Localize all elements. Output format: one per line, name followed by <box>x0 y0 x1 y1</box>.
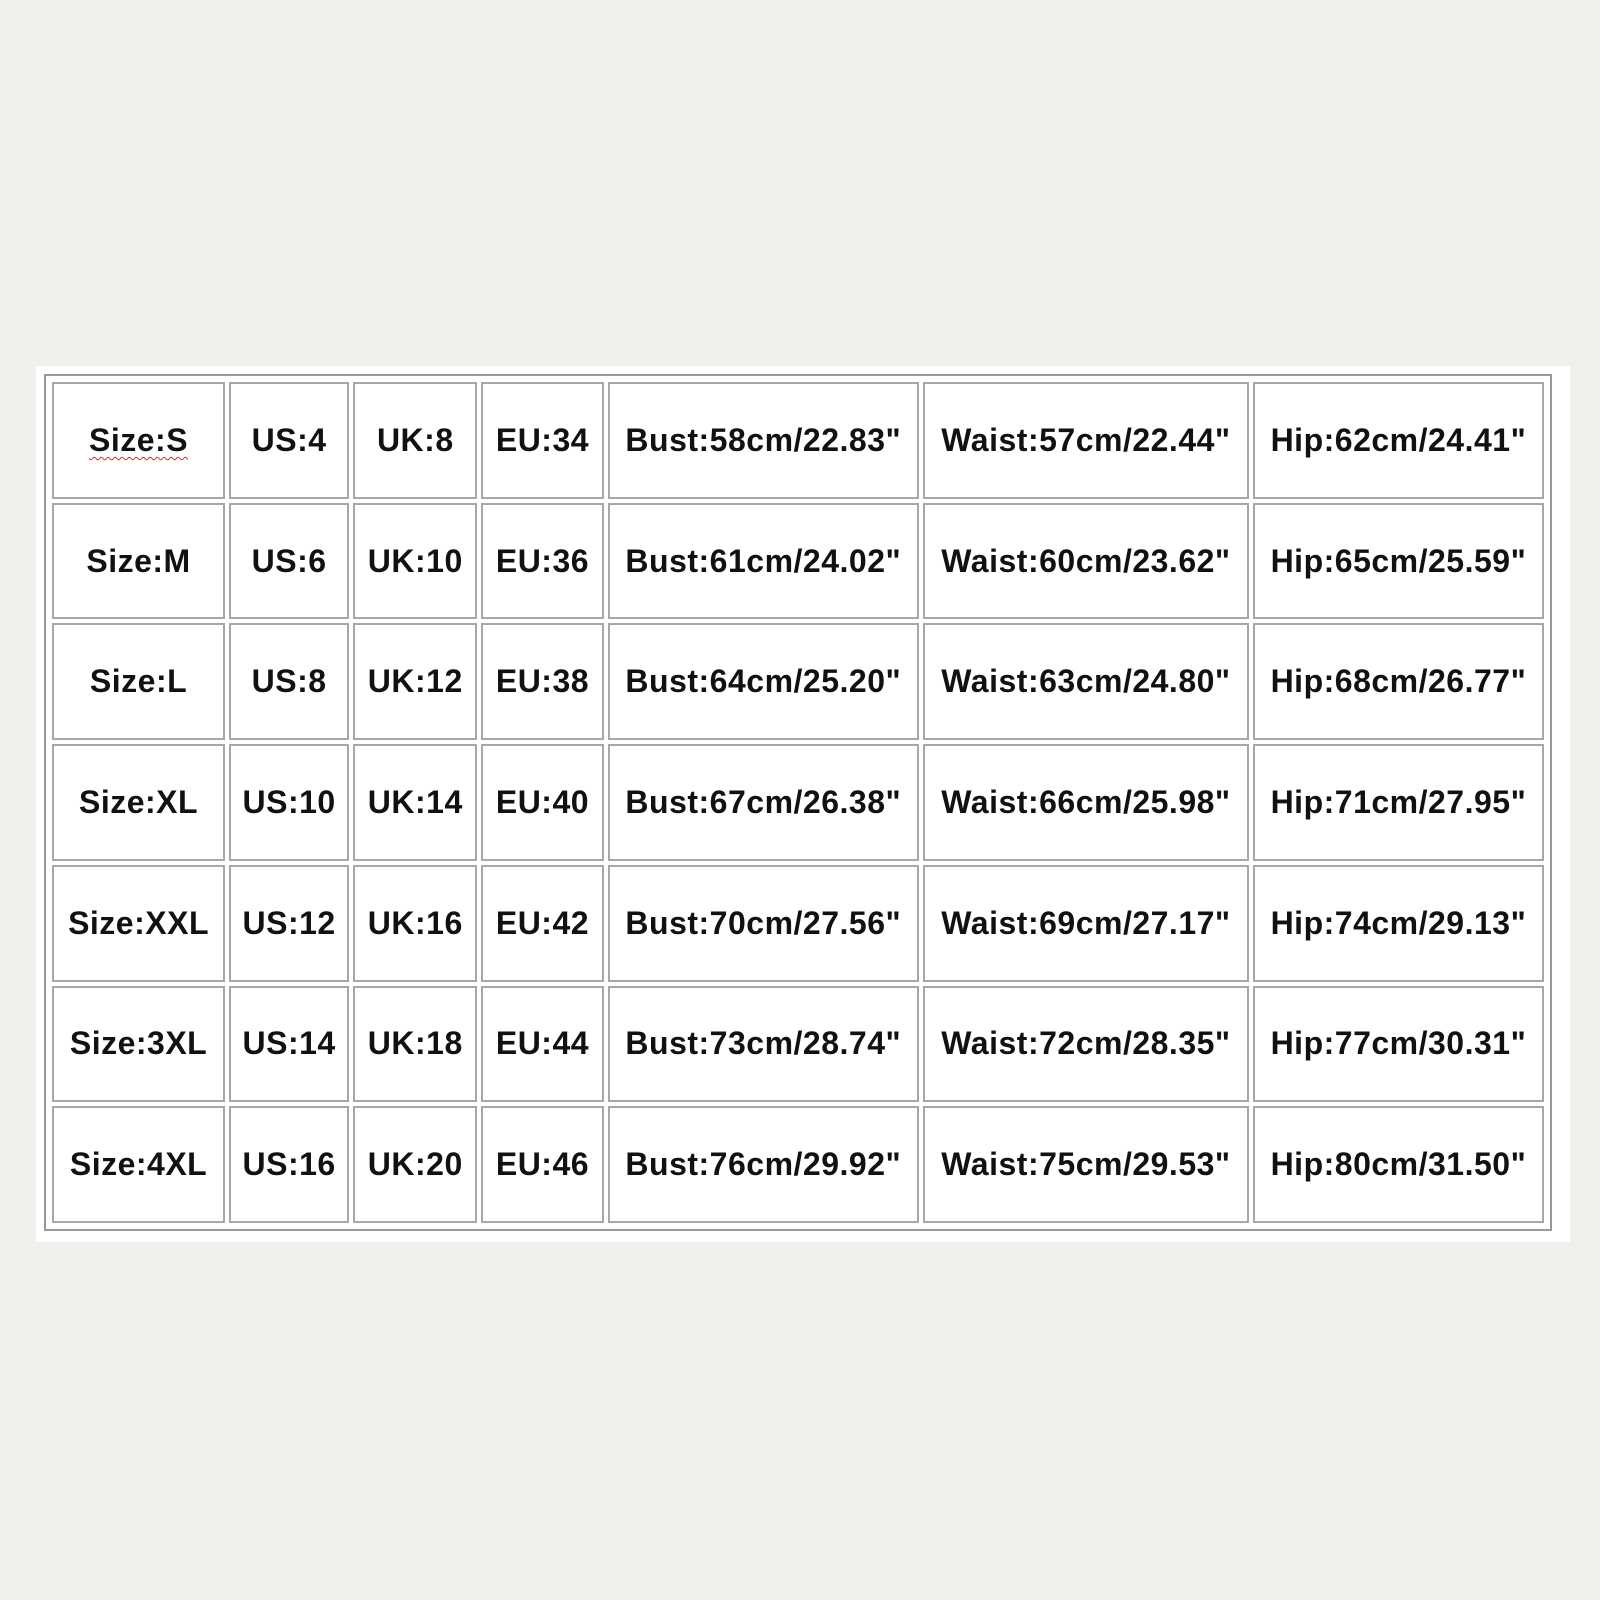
eu-size-cell: EU:44 <box>481 986 603 1103</box>
table-row-size-s <box>52 382 1544 499</box>
waist-cell: Waist:72cm/28.35" <box>923 986 1249 1103</box>
size-chart-table <box>48 378 1548 1227</box>
waist-cell: Waist:66cm/25.98" <box>923 744 1249 861</box>
size-cell: Size:XXL <box>52 865 225 982</box>
eu-size-cell: EU:38 <box>481 623 603 740</box>
waist-cell: Waist:57cm/22.44" <box>923 382 1249 499</box>
hip-cell: Hip:74cm/29.13" <box>1253 865 1544 982</box>
table-row-size-xxl <box>52 865 1544 982</box>
hip-cell: Hip:65cm/25.59" <box>1253 503 1544 620</box>
bust-cell: Bust:61cm/24.02" <box>608 503 920 620</box>
waist-cell: Waist:69cm/27.17" <box>923 865 1249 982</box>
us-size-cell: US:4 <box>229 382 349 499</box>
us-size-cell: US:6 <box>229 503 349 620</box>
us-size-cell: US:12 <box>229 865 349 982</box>
hip-cell: Hip:68cm/26.77" <box>1253 623 1544 740</box>
eu-size-cell: EU:36 <box>481 503 603 620</box>
bust-cell: Bust:76cm/29.92" <box>608 1106 920 1223</box>
hip-cell: Hip:62cm/24.41" <box>1253 382 1544 499</box>
eu-size-cell: EU:40 <box>481 744 603 861</box>
uk-size-cell: UK:8 <box>353 382 477 499</box>
bust-cell: Bust:67cm/26.38" <box>608 744 920 861</box>
uk-size-cell: UK:16 <box>353 865 477 982</box>
hip-cell: Hip:71cm/27.95" <box>1253 744 1544 861</box>
eu-size-cell: EU:42 <box>481 865 603 982</box>
size-cell <box>52 382 225 499</box>
table-row-size-l <box>52 623 1544 740</box>
us-size-cell: US:16 <box>229 1106 349 1223</box>
waist-cell: Waist:60cm/23.62" <box>923 503 1249 620</box>
size-cell: Size:M <box>52 503 225 620</box>
uk-size-cell: UK:12 <box>353 623 477 740</box>
bust-cell: Bust:58cm/22.83" <box>608 382 920 499</box>
bust-cell: Bust:73cm/28.74" <box>608 986 920 1103</box>
eu-size-cell: EU:46 <box>481 1106 603 1223</box>
eu-size-cell: EU:34 <box>481 382 603 499</box>
table-row-size-4xl <box>52 1106 1544 1223</box>
size-cell: Size:4XL <box>52 1106 225 1223</box>
bust-cell: Bust:70cm/27.56" <box>608 865 920 982</box>
us-size-cell: US:8 <box>229 623 349 740</box>
table-row-size-m <box>52 503 1544 620</box>
size-label: Size:S <box>89 421 189 458</box>
uk-size-cell: UK:14 <box>353 744 477 861</box>
hip-cell: Hip:80cm/31.50" <box>1253 1106 1544 1223</box>
size-cell: Size:L <box>52 623 225 740</box>
waist-cell: Waist:75cm/29.53" <box>923 1106 1249 1223</box>
size-cell: Size:3XL <box>52 986 225 1103</box>
waist-cell: Waist:63cm/24.80" <box>923 623 1249 740</box>
size-cell: Size:XL <box>52 744 225 861</box>
hip-cell: Hip:77cm/30.31" <box>1253 986 1544 1103</box>
us-size-cell: US:14 <box>229 986 349 1103</box>
uk-size-cell: UK:20 <box>353 1106 477 1223</box>
uk-size-cell: UK:18 <box>353 986 477 1103</box>
size-chart-frame <box>44 374 1552 1231</box>
uk-size-cell: UK:10 <box>353 503 477 620</box>
table-row-size-xl <box>52 744 1544 861</box>
bust-cell: Bust:64cm/25.20" <box>608 623 920 740</box>
table-row-size-3xl <box>52 986 1544 1103</box>
us-size-cell: US:10 <box>229 744 349 861</box>
size-chart-sheet <box>36 366 1570 1242</box>
